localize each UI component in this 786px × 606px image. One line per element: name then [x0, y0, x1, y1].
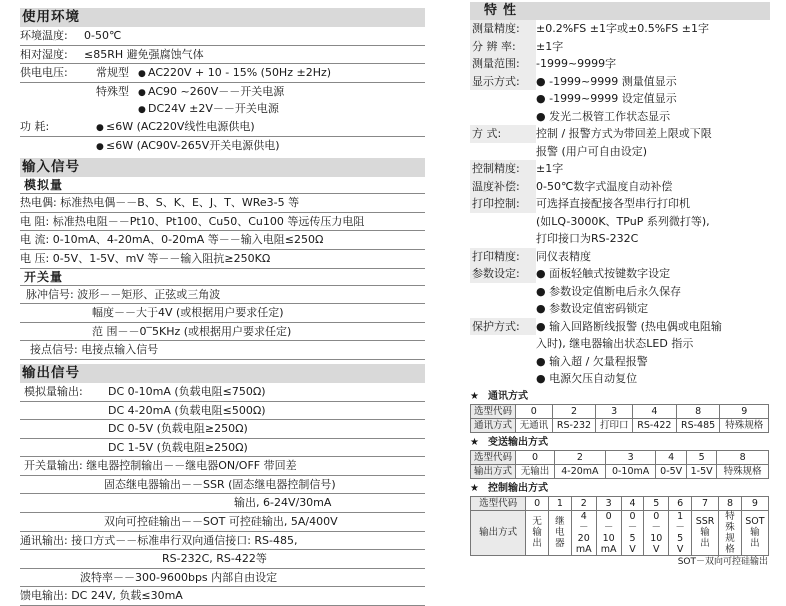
- ctrl-code-7: 7: [692, 496, 719, 510]
- feature-row: [470, 213, 770, 231]
- output-analog-row-4: DC 1-5V (负载电阻≥250Ω): [20, 439, 425, 458]
- env-special-value-1: AC90 ~260V－－开关电源: [148, 84, 285, 98]
- bullet-icon: ●: [138, 69, 146, 80]
- comm-code-0: 0: [516, 404, 553, 418]
- feature-value: 报警 (用户可自由设定): [536, 144, 648, 158]
- ctrl-value-4: 0 － 5 V: [621, 510, 644, 555]
- features-list: [470, 20, 770, 388]
- ctrl-value-3: 0 － 10 mA: [596, 510, 621, 555]
- comm-table-code-row: [471, 404, 769, 418]
- feature-row: [470, 20, 770, 38]
- ctrl-code-4: 4: [621, 496, 644, 510]
- section-environment-title: 使用环境: [20, 8, 425, 27]
- feature-value: ● -1999~9999 设定值显示: [536, 92, 677, 105]
- output-comm-row-2: RS-232C, RS-422等: [20, 550, 425, 569]
- feature-row: [470, 55, 770, 73]
- trans-code-3: 4: [656, 450, 686, 464]
- feature-value: 入时), 继电器输出状态LED 指示: [536, 337, 694, 350]
- ctrl-value-0: 无 输 出: [526, 510, 549, 555]
- feature-row: [470, 283, 770, 301]
- feature-row: [470, 38, 770, 56]
- input-contact-row: 接点信号: 电接点输入信号: [20, 341, 425, 360]
- ctrl-code-5: 5: [644, 496, 669, 510]
- output-comm-row-1: 通讯输出: 接口方式－－标准串行双向通信接口: RS-485,: [20, 532, 425, 551]
- env-power-normal-row: [20, 64, 425, 83]
- env-special-value-2: DC24V ±2V－－开关电源: [148, 102, 279, 116]
- feature-value: (如LQ-3000K、TPuP 系列微打等),: [536, 214, 710, 228]
- feature-value: 0-50℃数字式温度自动补偿: [536, 179, 673, 193]
- ctrl-code-6: 6: [669, 496, 692, 510]
- ctrl-table-header-label: 选型代码: [471, 496, 526, 510]
- ctrl-table-row-label: 输出方式: [471, 510, 526, 555]
- trans-value-4: 1-5V: [686, 464, 716, 478]
- comm-table: [470, 404, 769, 433]
- comm-value-2: 打印口: [596, 418, 633, 432]
- trans-value-1: 4-20mA: [555, 464, 606, 478]
- comm-table-value-row: [471, 418, 769, 432]
- env-normal-label: 常规型: [96, 66, 129, 80]
- right-column: [470, 0, 770, 568]
- feature-label: 打印控制:: [470, 195, 536, 213]
- comm-code-2: 3: [596, 404, 633, 418]
- env-consumption-label: 功 耗:: [20, 119, 50, 133]
- input-switch-title: 开关量: [20, 269, 425, 286]
- env-hum-label: 相对湿度:: [20, 47, 68, 61]
- output-analog-row-2: DC 4-20mA (负载电阻≤500Ω): [20, 402, 425, 421]
- feature-value: ±1字: [536, 162, 564, 175]
- trans-value-3: 0-5V: [656, 464, 686, 478]
- ctrl-value-5: 0 － 10 V: [644, 510, 669, 555]
- ctrl-code-8: 8: [719, 496, 742, 510]
- ctrl-table-title-text: 控制输出方式: [488, 482, 548, 494]
- output-switch-row-4: 双向可控硅输出－－SOT 可控硅输出, 5A/400V: [20, 513, 425, 532]
- ctrl-value-6: 1 － 5 V: [669, 510, 692, 555]
- ctrl-value-7: SSR 输 出: [692, 510, 719, 555]
- ctrl-code-3: 3: [596, 496, 621, 510]
- output-switch-row-2: 固态继电器输出－－SSR (固态继电器控制信号): [20, 476, 425, 495]
- comm-code-5: 9: [720, 404, 769, 418]
- feature-row: [470, 178, 770, 196]
- trans-code-2: 3: [605, 450, 656, 464]
- comm-value-1: RS-232: [552, 418, 596, 432]
- feature-value: ±0.2%FS ±1字或±0.5%FS ±1字: [536, 22, 709, 35]
- bullet-icon: ●: [138, 105, 146, 116]
- input-current-row: 电 流: 0-10mA、4-20mA、0-20mA 等－－输入电阻≤250Ω: [20, 231, 425, 250]
- input-voltage-row: 电 压: 0-5V、1-5V、mV 等－－输入阻抗≥250KΩ: [20, 250, 425, 269]
- left-column: [20, 0, 425, 606]
- feature-label: 显示方式:: [470, 73, 536, 91]
- feature-value: 打印接口为RS-232C: [536, 232, 639, 245]
- ctrl-value-2: 4 － 20 mA: [571, 510, 596, 555]
- trans-code-1: 2: [555, 450, 606, 464]
- feature-row: [470, 265, 770, 283]
- feature-row: [470, 195, 770, 213]
- input-range-row: 范 围－－0‾5KHz (或根据用户要求任定): [20, 323, 425, 342]
- trans-table-header-label: 选型代码: [471, 450, 516, 464]
- comm-code-3: 4: [633, 404, 677, 418]
- ctrl-value-8: 特 殊 规 格: [719, 510, 742, 555]
- feature-row: [470, 318, 770, 336]
- feature-label: 温度补偿:: [470, 178, 536, 196]
- ctrl-table: [470, 496, 769, 556]
- ctrl-code-9: 9: [741, 496, 768, 510]
- feature-row: [470, 125, 770, 143]
- trans-table-title-text: 变送输出方式: [488, 436, 548, 448]
- comm-table-row-label: 通讯方式: [471, 418, 516, 432]
- input-rtd-row: 电 阻: 标准热电阻－－Pt10、Pt100、Cu50、Cu100 等远传压力电阻: [20, 213, 425, 232]
- env-hum-row: [20, 46, 425, 65]
- feature-label: 控制精度:: [470, 160, 536, 178]
- comm-table-title: [470, 390, 770, 404]
- feature-row: [470, 248, 770, 266]
- feature-label: 测量范围:: [470, 55, 536, 73]
- env-special-label: 特殊型: [96, 84, 129, 98]
- env-temp-value: 0-50℃: [84, 29, 122, 42]
- input-pulse-row: 脉冲信号: 波形－－矩形、正弦或三角波: [20, 286, 425, 305]
- feature-value: -1999~9999字: [536, 57, 617, 70]
- feature-value: ● 输入超 / 欠量程报警: [536, 354, 648, 368]
- input-tc-row: 热电偶: 标准热电偶－－B、S、K、E、J、T、WRe3-5 等: [20, 194, 425, 213]
- comm-value-0: 无通讯: [516, 418, 553, 432]
- input-amplitude-row: 幅度－－大于4V (或根据用户要求任定): [20, 304, 425, 323]
- feature-label: 参数设定:: [470, 265, 536, 283]
- ctrl-code-0: 0: [526, 496, 549, 510]
- star-icon: ★: [470, 482, 479, 494]
- comm-code-1: 2: [552, 404, 596, 418]
- trans-table-code-row: [471, 450, 769, 464]
- star-icon: ★: [470, 436, 479, 448]
- trans-table-title: [470, 436, 770, 450]
- feature-row: [470, 160, 770, 178]
- ctrl-value-1: 继 电 器: [549, 510, 572, 555]
- feature-row: [470, 230, 770, 248]
- bullet-icon: ●: [96, 141, 104, 152]
- trans-value-5: 特殊规格: [717, 464, 769, 478]
- feature-row: [470, 370, 770, 388]
- feature-value: ● 面板轻触式按键数字设定: [536, 267, 671, 280]
- env-temp-row: [20, 27, 425, 46]
- trans-table-row-label: 输出方式: [471, 464, 516, 478]
- feature-value: 控制 / 报警方式为带回差上限或下限: [536, 127, 712, 140]
- section-output-title: 输出信号: [20, 364, 425, 383]
- env-power-special-row: [20, 83, 425, 101]
- comm-value-3: RS-422: [633, 418, 677, 432]
- feature-label: 打印精度:: [470, 248, 536, 266]
- ctrl-code-1: 1: [549, 496, 572, 510]
- feature-value: ● 参数设定值密码锁定: [536, 302, 649, 315]
- comm-value-4: RS-485: [676, 418, 720, 432]
- comm-table-title-text: 通讯方式: [488, 390, 528, 402]
- env-consumption-1: ≤6W (AC220V线性电源供电): [106, 119, 255, 133]
- output-analog-row-3: DC 0-5V (负载电阻≥250Ω): [20, 420, 425, 439]
- feature-value: 可选择直接配接各型串行打印机: [536, 197, 690, 210]
- feature-label: 分 辨 率:: [470, 38, 536, 56]
- env-temp-label: 环境温度:: [20, 29, 68, 42]
- output-analog-row-1: [20, 383, 425, 402]
- output-switch-row-3: 输出, 6-24V/30mA: [20, 494, 425, 513]
- feature-value: ● 输入回路断线报警 (热电偶或电阻输: [536, 319, 722, 333]
- env-consumption-2: ≤6W (AC90V-265V开关电源供电): [106, 138, 280, 152]
- env-normal-value: AC220V + 10 - 15% (50Hz ±2Hz): [148, 66, 332, 80]
- feature-row: [470, 73, 770, 91]
- bullet-icon: ●: [138, 87, 146, 98]
- env-power-special-row-2: [20, 100, 425, 118]
- ctrl-table-code-row: [471, 496, 769, 510]
- trans-table-value-row: [471, 464, 769, 478]
- output-analog-1: DC 0-10mA (负载电阻≤750Ω): [108, 384, 266, 398]
- env-consumption-row-2: [20, 137, 425, 155]
- comm-code-4: 8: [676, 404, 720, 418]
- ctrl-value-9: SOT 输 出: [741, 510, 768, 555]
- input-analog-title: 模拟量: [20, 177, 425, 194]
- comm-value-5: 特殊规格: [720, 418, 769, 432]
- star-icon: ★: [470, 390, 479, 402]
- trans-code-5: 8: [717, 450, 769, 464]
- env-power-label: 供电电压:: [20, 66, 68, 80]
- feature-value: ● 电源欠压自动复位: [536, 372, 638, 385]
- env-consumption-row: [20, 118, 425, 137]
- output-feed-row: 馈电输出: DC 24V, 负载≤30mA: [20, 587, 425, 606]
- feature-row: [470, 90, 770, 108]
- ctrl-code-2: 2: [571, 496, 596, 510]
- feature-row: [470, 108, 770, 126]
- env-hum-value: ≤85RH 避免强腐蚀气体: [84, 47, 204, 61]
- feature-label: 方 式:: [470, 125, 536, 143]
- feature-row: [470, 353, 770, 371]
- feature-value: ● -1999~9999 测量值显示: [536, 74, 677, 88]
- trans-code-4: 5: [686, 450, 716, 464]
- footnote: SOT－双向可控硅输出: [677, 556, 768, 567]
- feature-value: 同仪表精度: [536, 249, 591, 263]
- output-switch-row-1: 开关量输出: 继电器控制输出－－继电器ON/OFF 带回差: [20, 457, 425, 476]
- bullet-icon: ●: [96, 122, 104, 133]
- section-input-title: 输入信号: [20, 158, 425, 177]
- section-features-title: 特性: [470, 2, 770, 20]
- output-comm-row-3: 波特率－－300-9600bps 内部自由设定: [20, 569, 425, 588]
- feature-label: 保护方式:: [470, 318, 536, 336]
- trans-value-0: 无输出: [516, 464, 555, 478]
- feature-row: [470, 335, 770, 353]
- trans-code-0: 0: [516, 450, 555, 464]
- feature-row: [470, 300, 770, 318]
- feature-label: 测量精度:: [470, 20, 536, 38]
- feature-value: ● 参数设定值断电后永久保存: [536, 284, 682, 298]
- comm-table-header-label: 选型代码: [471, 404, 516, 418]
- ctrl-table-title: [470, 482, 770, 496]
- output-analog-label: 模拟量输出:: [24, 384, 83, 398]
- trans-table: [470, 450, 769, 479]
- feature-row: [470, 143, 770, 161]
- feature-value: ● 发光二极管工作状态显示: [536, 109, 671, 123]
- feature-value: ±1字: [536, 39, 564, 53]
- ctrl-table-value-row: [471, 510, 769, 555]
- trans-value-2: 0-10mA: [605, 464, 656, 478]
